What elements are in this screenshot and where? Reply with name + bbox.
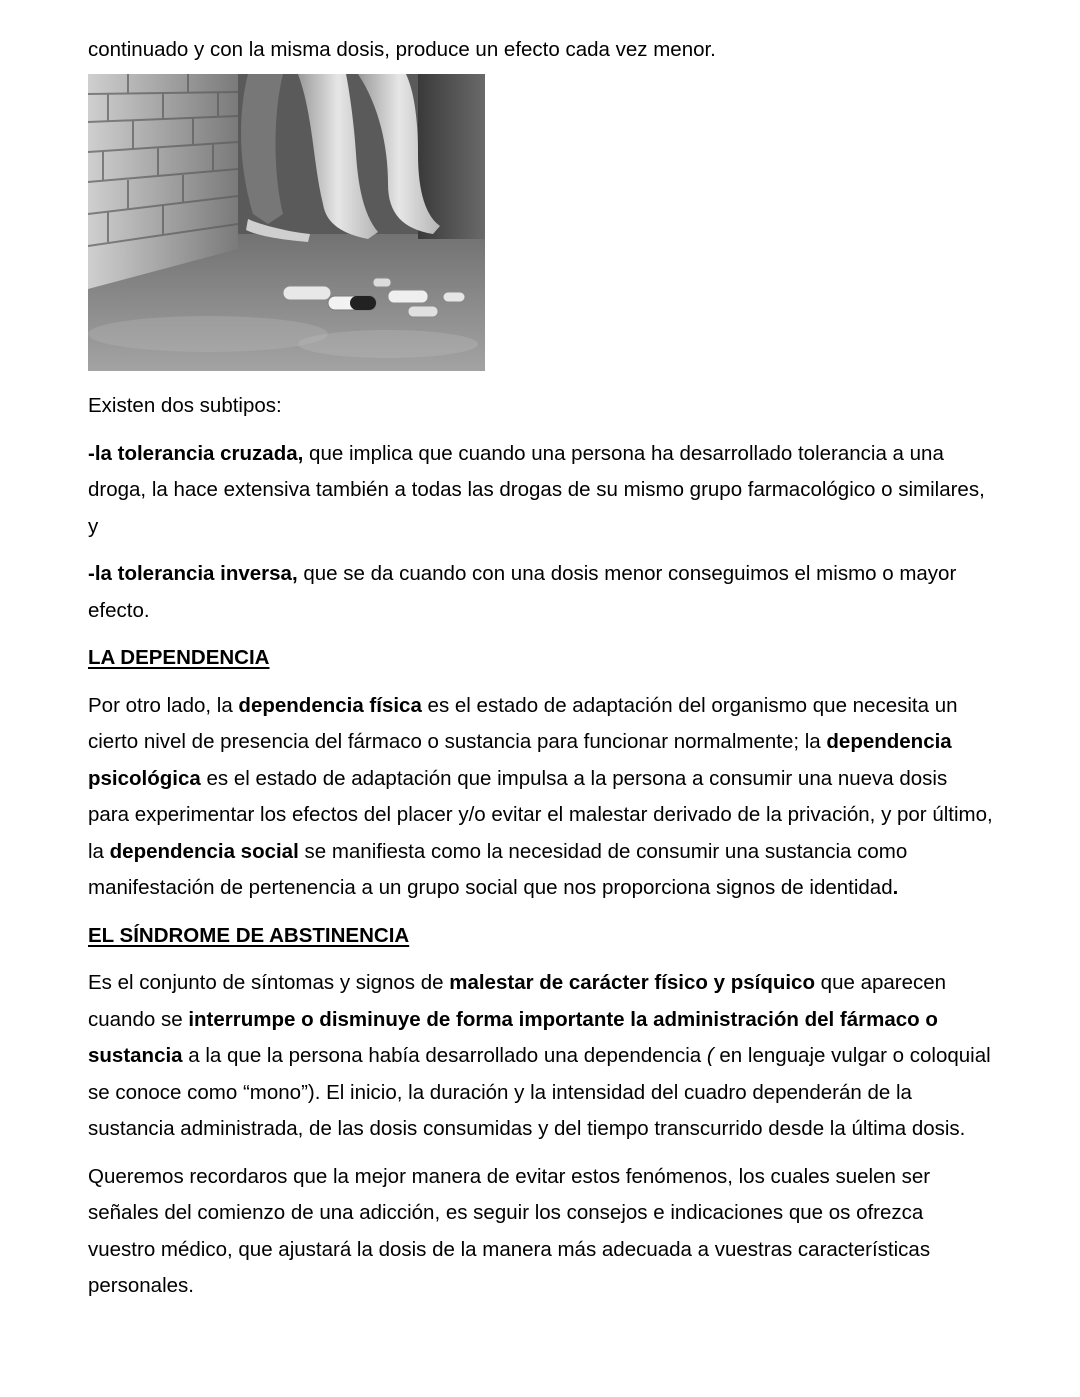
- closing-paragraph: Queremos recordaros que la mejor manera de evitar estos fenómenos, los cuales suelen ser señales del comienzo de una adicción, es seguir los consejos e indicaciones que os ofrezca vuestro médico, que ajustará la dosis de la manera más adecuada a vuestras características personales.: [88, 1164, 931, 1297]
- tolerancia-cruzada-text: que implica que cuando una persona ha desarrollado tolerancia a una droga, la hace extensiva también a todas las drogas de su mismo grupo farmacológico o similares, y: [88, 441, 985, 538]
- tolerancia-cruzada-paragraph: [88, 436, 993, 546]
- dependencia-social-term: dependencia social: [109, 839, 299, 863]
- abstinencia-heading: EL SÍNDROME DE ABSTINENCIA: [88, 923, 410, 947]
- dependencia-final-period: .: [892, 876, 899, 899]
- body-text: [88, 388, 993, 1316]
- tolerancia-inversa-paragraph: [88, 556, 993, 629]
- tolerancia-inversa-term: -la tolerancia inversa,: [88, 562, 298, 585]
- dependencia-paragraph: [88, 688, 993, 907]
- dependencia-text-3: es el estado de adaptación que impulsa a la persona a consumir una nueva dosis para experimentar los efectos del placer y/o evitar el malestar derivado de la privación, y por último, la: [88, 766, 993, 863]
- abstinencia-text-2: que aparecen cuando se: [88, 971, 947, 1031]
- dependencia-heading: LA DEPENDENCIA: [88, 646, 270, 669]
- dependencia-text-1: Por otro lado, la: [88, 693, 239, 717]
- abstinencia-text-1: Es el conjunto de síntomas y signos de: [88, 971, 450, 994]
- dependencia-psicologica-term: dependencia psicológica: [88, 730, 952, 790]
- intro-line: continuado y con la misma dosis, produce un efecto cada vez menor.: [88, 38, 716, 61]
- abstinencia-text-4: en lenguaje vulgar o coloquial se conoce como “mono”). El inicio, la duración y la intensidad del cuadro dependerán de la sustancia administrada, de las dosis consumidas y del tiempo transcurrido desde la última dosis.: [88, 1044, 991, 1140]
- dependencia-text-2: es el estado de adaptación del organismo que necesita un cierto nivel de presencia del fármaco o sustancia para funcionar normalmente; la: [88, 693, 958, 753]
- interrumpe-term: interrumpe o disminuye de forma importante la administración del fármaco o sustancia: [88, 1007, 938, 1067]
- tolerancia-inversa-text: que se da cuando con una dosis menor conseguimos el mismo o mayor efecto.: [88, 562, 957, 622]
- dependencia-fisica-term: dependencia física: [238, 693, 422, 717]
- tolerancia-cruzada-term: -la tolerancia cruzada,: [88, 441, 304, 465]
- abstinencia-paragraph: [88, 965, 993, 1148]
- abstinencia-paren: (: [706, 1044, 714, 1067]
- abstinencia-text-3: a la que la persona había desarrollado una dependencia: [182, 1044, 707, 1067]
- dependencia-text-4: se manifiesta como la necesidad de consumir una sustancia como manifestación de pertenencia a un grupo social que nos proporciona signos de identidad: [88, 839, 908, 899]
- malestar-term: malestar de carácter físico y psíquico: [449, 971, 815, 994]
- subtypes-lead: Existen dos subtipos:: [88, 394, 282, 417]
- photo-person-pills-icon: [88, 74, 485, 371]
